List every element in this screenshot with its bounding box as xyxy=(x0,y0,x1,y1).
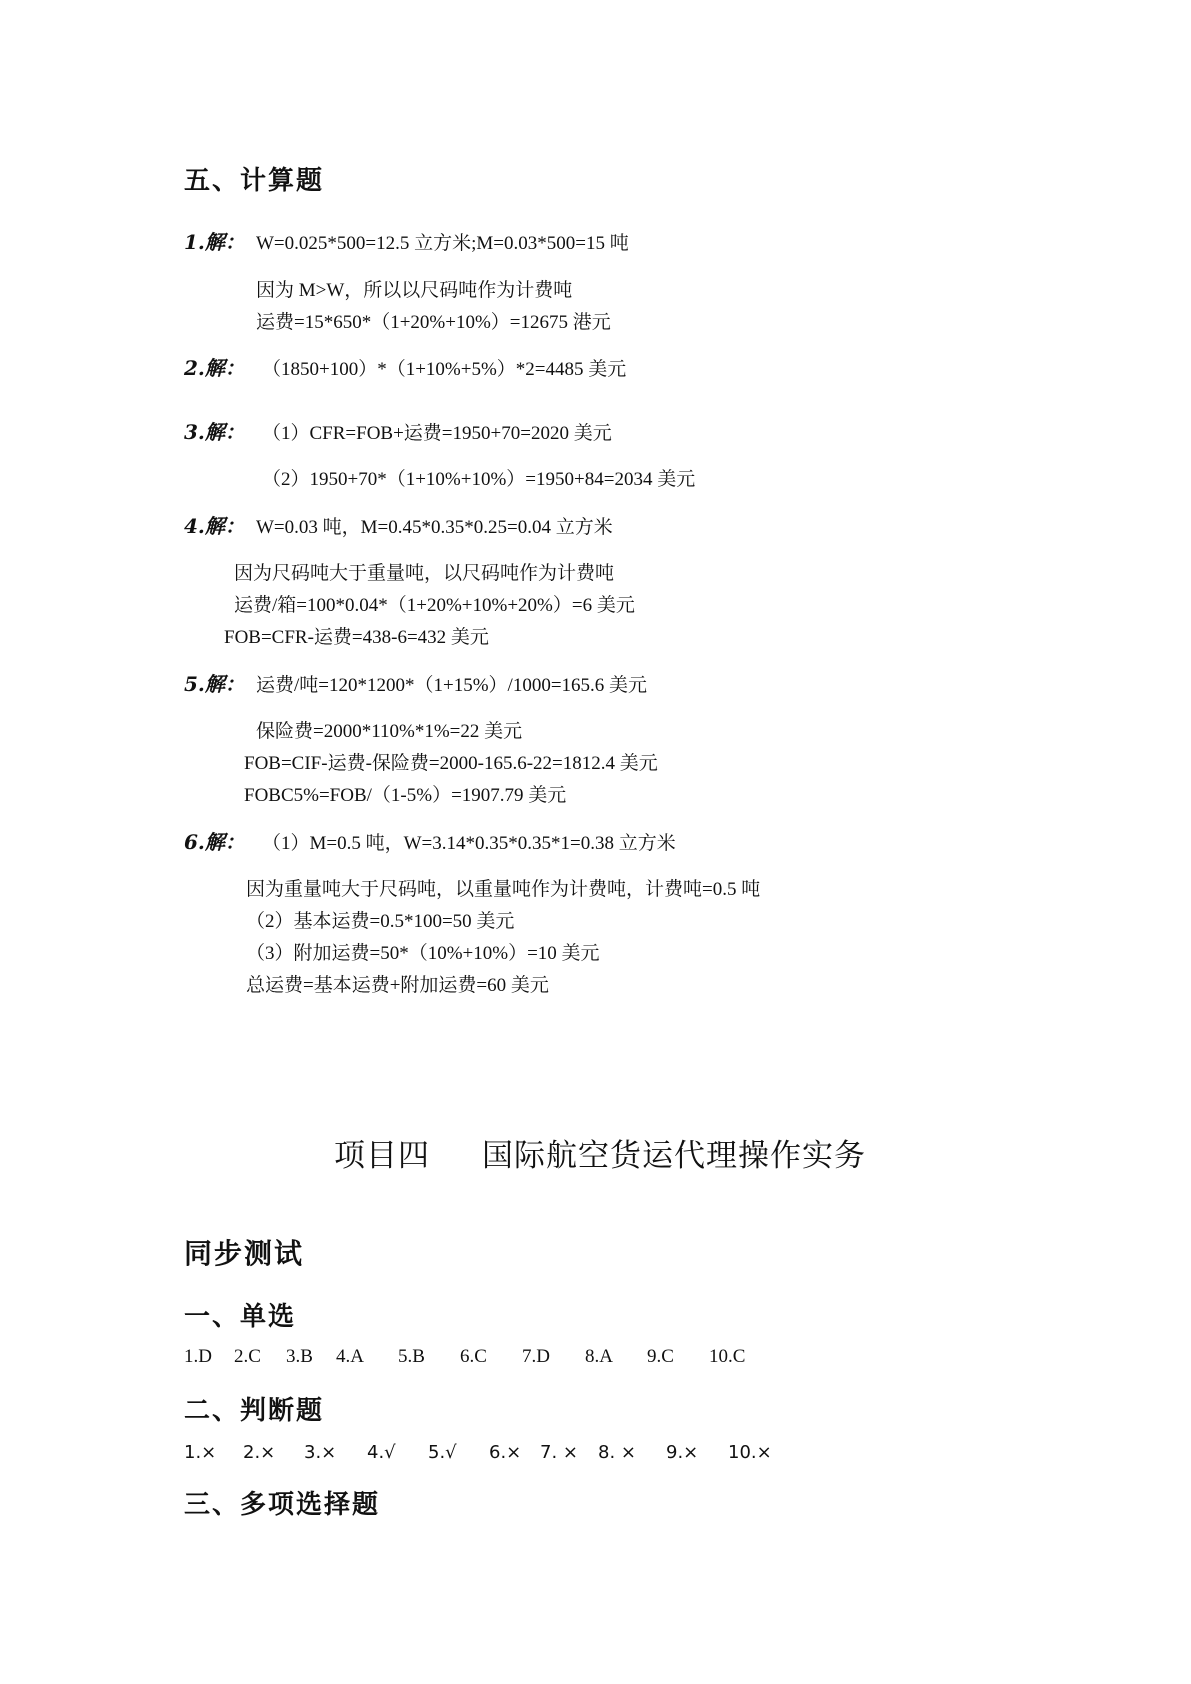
answer-item: 6.× xyxy=(489,1442,522,1463)
answer-item: 9.× xyxy=(666,1442,699,1463)
answer-item: 10.C xyxy=(709,1346,746,1367)
problem-6-line: （2）基本运费=0.5*100=50 美元 xyxy=(246,911,515,932)
problem-4-line: 因为尺码吨大于重量吨，以尺码吨作为计费吨 xyxy=(234,563,615,584)
answer-item: 2.C xyxy=(234,1346,261,1367)
problem-5-line: 运费/吨=120*1200*（1+15%）/1000=165.6 美元 xyxy=(256,675,648,696)
answer-item: 10.× xyxy=(728,1442,772,1463)
problem-6-label: 6.解： xyxy=(184,830,245,854)
problem-6-line: （3）附加运费=50*（10%+10%）=10 美元 xyxy=(246,943,600,964)
problem-6-line: 因为重量吨大于尺码吨，以重量吨作为计费吨，计费吨=0.5 吨 xyxy=(246,879,761,900)
problem-1-line: 运费=15*650*（1+20%+10%）=12675 港元 xyxy=(256,312,611,333)
problem-5-line: FOB=CIF-运费-保险费=2000-165.6-22=1812.4 美元 xyxy=(244,753,658,774)
answer-item: 8.A xyxy=(585,1346,613,1367)
answer-item: 6.C xyxy=(460,1346,487,1367)
problem-2-line: （1850+100）*（1+10%+5%）*2=4485 美元 xyxy=(262,359,627,380)
problem-6-line: （1）M=0.5 吨，W=3.14*0.35*0.35*1=0.38 立方米 xyxy=(262,833,676,854)
answer-item: 5.B xyxy=(398,1346,425,1367)
problem-3-line: （2）1950+70*（1+10%+10%）=1950+84=2034 美元 xyxy=(262,469,696,490)
sync-test-heading: 同步测试 xyxy=(184,1237,305,1270)
problem-5-line: FOBC5%=FOB/（1-5%）=1907.79 美元 xyxy=(244,785,567,806)
problem-5-label: 5.解： xyxy=(184,672,245,696)
problem-3-line: （1）CFR=FOB+运费=1950+70=2020 美元 xyxy=(262,423,612,444)
answer-item: 7. × xyxy=(540,1442,578,1463)
answer-item: 9.C xyxy=(647,1346,674,1367)
problem-4-label: 4.解： xyxy=(184,514,245,538)
answer-item: 3.× xyxy=(304,1442,337,1463)
answer-item: 8. × xyxy=(598,1442,636,1463)
problem-1-line: W=0.025*500=12.5 立方米;M=0.03*500=15 吨 xyxy=(256,233,629,254)
answer-item: 4.√ xyxy=(367,1442,396,1463)
answer-item: 4.A xyxy=(336,1346,364,1367)
multi-choice-heading: 三、多项选择题 xyxy=(184,1490,381,1520)
single-choice-heading: 一、单选 xyxy=(184,1302,297,1332)
answer-item: 2.× xyxy=(243,1442,276,1463)
problem-6-line: 总运费=基本运费+附加运费=60 美元 xyxy=(246,975,549,996)
judgement-heading: 二、判断题 xyxy=(184,1396,325,1426)
problem-4-line: FOB=CFR-运费=438-6=432 美元 xyxy=(224,627,489,648)
problem-2-label: 2.解： xyxy=(184,356,245,380)
answer-item: 7.D xyxy=(522,1346,550,1367)
problem-1-line: 因为 M>W，所以以尺码吨作为计费吨 xyxy=(256,280,573,301)
problem-3-label: 3.解： xyxy=(184,420,245,444)
answer-item: 1.× xyxy=(184,1442,217,1463)
project-title: 国际航空货运代理操作实务 xyxy=(482,1138,866,1174)
answer-item: 3.B xyxy=(286,1346,313,1367)
answer-item: 1.D xyxy=(184,1346,212,1367)
project-number: 项目四 xyxy=(334,1138,430,1174)
problem-4-line: W=0.03 吨，M=0.45*0.35*0.25=0.04 立方米 xyxy=(256,517,613,538)
answer-item: 5.√ xyxy=(428,1442,457,1463)
problem-1-label: 1.解： xyxy=(184,230,245,254)
problem-5-line: 保险费=2000*110%*1%=22 美元 xyxy=(256,721,523,742)
problem-4-line: 运费/箱=100*0.04*（1+20%+10%+20%）=6 美元 xyxy=(234,595,635,616)
section-heading-calculation: 五、计算题 xyxy=(184,166,325,196)
